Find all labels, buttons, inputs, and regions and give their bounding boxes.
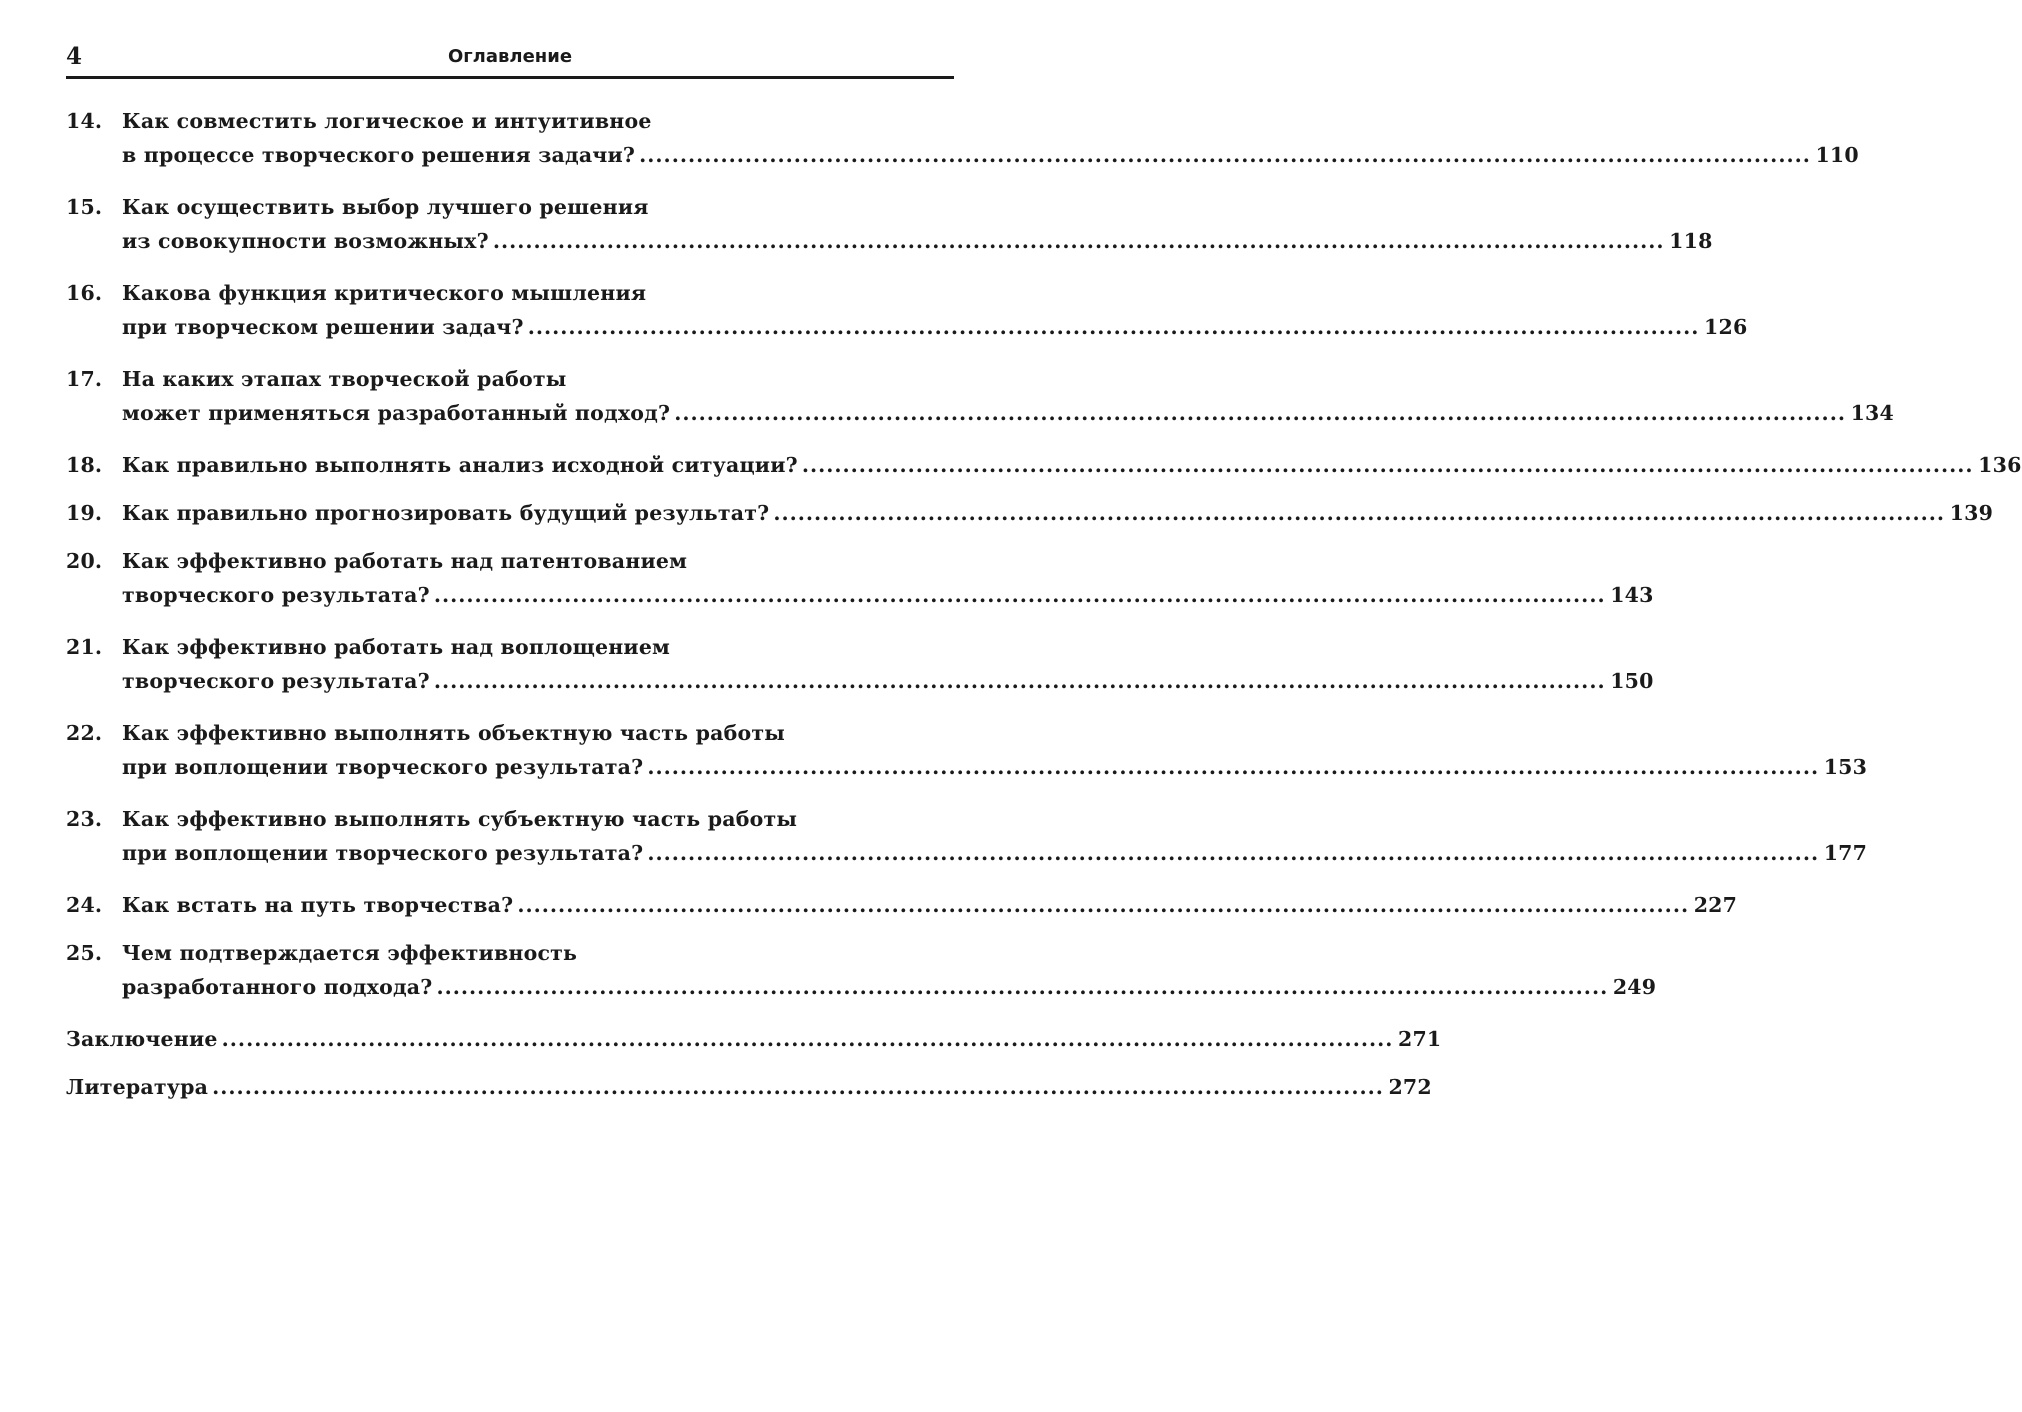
toc-entry-page: 118 xyxy=(1669,229,1713,253)
toc-entry-page: 272 xyxy=(1388,1075,1432,1099)
toc-entry-title-line1: Как эффективно выполнять объектную часть работы xyxy=(122,721,786,745)
toc-entry-number: 23. xyxy=(66,807,103,831)
toc-entry-title: Как правильно прогнозировать будущий результат? xyxy=(122,501,770,525)
toc-entry-title-line1: Как эффективно выполнять субъектную часть работы xyxy=(122,807,798,831)
toc-entry-number: 15. xyxy=(66,195,103,219)
toc-entry-14[interactable] xyxy=(66,104,1859,172)
toc-entry-page: 110 xyxy=(1815,143,1859,167)
toc-entry-title-line2: при творческом решении задач? xyxy=(122,315,524,339)
toc-entry-19[interactable] xyxy=(66,496,1994,530)
dot-leader: ................................................................................................................................................ xyxy=(436,975,1609,999)
toc-entry-number: 20. xyxy=(66,549,103,573)
dot-leader: ................................................................................................................................................ xyxy=(647,755,1820,779)
toc-entry-page: 271 xyxy=(1397,1027,1442,1051)
toc-entry-title-line1: Как совместить логическое и интуитивное xyxy=(122,109,652,133)
toc-entry-23[interactable] xyxy=(66,802,1868,870)
toc-entry-page: 227 xyxy=(1693,893,1738,917)
toc-entry-title-line1: Как осуществить выбор лучшего решения xyxy=(122,195,649,219)
toc-entry-title-line1: Какова функция критического мышления xyxy=(122,281,647,305)
dot-leader: ................................................................................................................................................ xyxy=(801,453,1974,477)
page-number: 4 xyxy=(66,43,83,70)
toc-entry-title: Как встать на путь творчества? xyxy=(122,893,514,917)
toc-entry-15[interactable] xyxy=(66,190,1713,258)
dot-leader: ................................................................................................................................................ xyxy=(492,229,1665,253)
toc-entry-page: 153 xyxy=(1823,755,1868,779)
toc-entry-title: Заключение xyxy=(66,1027,218,1051)
dot-leader: ................................................................................................................................................ xyxy=(221,1027,1394,1051)
toc-entry-22[interactable] xyxy=(66,716,1868,784)
toc-entry-title-line2: разработанного подхода? xyxy=(122,975,433,999)
toc-entry-number: 25. xyxy=(66,941,103,965)
toc-entry-number: 14. xyxy=(66,109,103,133)
running-head-title: Оглавление xyxy=(447,46,573,67)
dot-leader: ................................................................................................................................................ xyxy=(674,401,1846,425)
toc-entry-conclusion[interactable] xyxy=(66,1022,1442,1056)
toc-entry-title-line2: творческого результата? xyxy=(122,669,430,693)
dot-leader: ................................................................................................................................................ xyxy=(212,1075,1384,1099)
toc-entry-title-line1: Чем подтверждается эффективность xyxy=(122,941,578,965)
toc-entry-number: 22. xyxy=(66,721,103,745)
toc-entry-number: 16. xyxy=(66,281,103,305)
toc-entry-16[interactable] xyxy=(66,276,1748,344)
toc-entry-page: 139 xyxy=(1949,501,1994,525)
dot-leader: ................................................................................................................................................ xyxy=(639,143,1811,167)
toc-entry-title-line2: в процессе творческого решения задачи? xyxy=(122,143,636,167)
toc-entry-number: 18. xyxy=(66,453,103,477)
toc-entry-title-line2: при воплощении творческого результата? xyxy=(122,755,644,779)
toc-entry-page: 150 xyxy=(1610,669,1654,693)
toc-entry-title-line1: На каких этапах творческой работы xyxy=(122,367,567,391)
toc-entry-number: 21. xyxy=(66,635,103,659)
toc-entry-title-line2: может применяться разработанный подход? xyxy=(122,401,671,425)
table-of-contents xyxy=(66,104,2022,1118)
dot-leader: ................................................................................................................................................ xyxy=(773,501,1946,525)
dot-leader: ................................................................................................................................................ xyxy=(647,841,1820,865)
toc-entry-page: 177 xyxy=(1823,841,1868,865)
toc-entry-page: 136 xyxy=(1978,453,2022,477)
toc-entry-title-line2: из совокупности возможных? xyxy=(122,229,489,253)
toc-entry-title-line1: Как эффективно работать над патентованием xyxy=(122,549,688,573)
toc-entry-title-line1: Как эффективно работать над воплощением xyxy=(122,635,671,659)
dot-leader: ................................................................................................................................................ xyxy=(527,315,1700,339)
toc-entry-number: 24. xyxy=(66,893,103,917)
toc-entry-page: 126 xyxy=(1704,315,1748,339)
toc-entry-page: 143 xyxy=(1610,583,1654,607)
toc-entry-number: 17. xyxy=(66,367,103,391)
toc-entry-25[interactable] xyxy=(66,936,1657,1004)
toc-entry-literature[interactable] xyxy=(66,1070,1432,1104)
running-head xyxy=(66,42,954,79)
toc-entry-21[interactable] xyxy=(66,630,1654,698)
dot-leader: ................................................................................................................................................ xyxy=(433,583,1606,607)
toc-entry-title: Как правильно выполнять анализ исходной ситуации? xyxy=(122,453,798,477)
dot-leader: ................................................................................................................................................ xyxy=(433,669,1606,693)
toc-entry-24[interactable] xyxy=(66,888,1738,922)
toc-entry-title: Литература xyxy=(66,1075,209,1099)
toc-entry-18[interactable] xyxy=(66,448,2022,482)
toc-entry-number: 19. xyxy=(66,501,103,525)
toc-entry-page: 249 xyxy=(1612,975,1657,999)
dot-leader: ................................................................................................................................................ xyxy=(517,893,1690,917)
toc-entry-page: 134 xyxy=(1850,401,1894,425)
toc-entry-17[interactable] xyxy=(66,362,1894,430)
toc-entry-title-line2: при воплощении творческого результата? xyxy=(122,841,644,865)
toc-entry-20[interactable] xyxy=(66,544,1654,612)
toc-entry-title-line2: творческого результата? xyxy=(122,583,430,607)
